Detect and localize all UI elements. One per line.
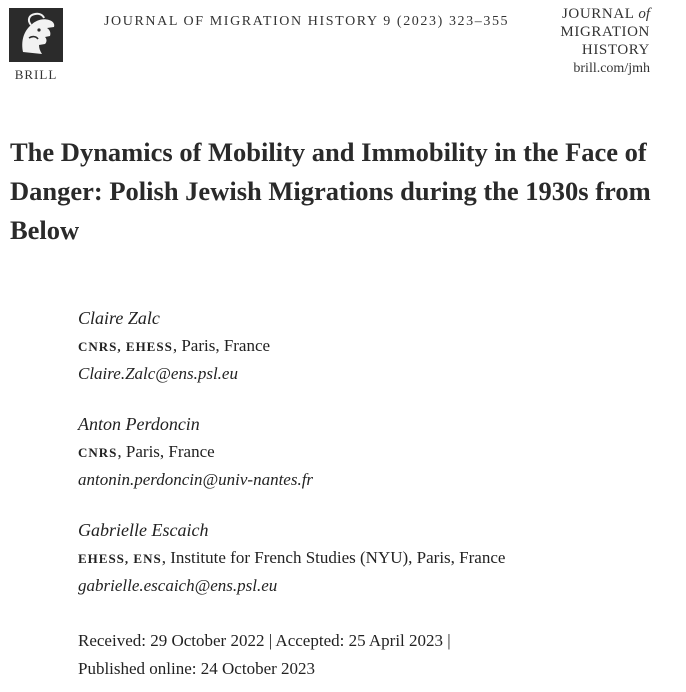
author-affiliation <box>78 438 668 466</box>
running-head: JOURNAL OF MIGRATION HISTORY 9 (2023) 323–355 <box>104 14 510 29</box>
dates-received-accepted: Received: 29 October 2022 | Accepted: 25 April 2023 | <box>78 631 451 650</box>
author-name: Gabrielle Escaich <box>78 520 209 540</box>
affiliation-location: , Institute for French Studies (NYU), Paris, France <box>161 548 506 567</box>
author-list <box>78 305 668 623</box>
journal-brand-word-of: of <box>638 6 650 22</box>
author-block <box>78 305 668 387</box>
affiliation-institutions: EHESS, ENS <box>78 551 162 566</box>
journal-brand-line3: HISTORY <box>581 42 650 58</box>
author-affiliation <box>78 332 668 360</box>
journal-brand-word-journal: JOURNAL <box>561 6 634 22</box>
author-name: Anton Perdoncin <box>78 414 200 434</box>
author-name: Claire Zalc <box>78 308 160 328</box>
journal-brand-line1 <box>560 5 650 23</box>
brill-logo <box>9 8 63 83</box>
author-block <box>78 517 668 599</box>
journal-brand-line2: MIGRATION <box>560 24 650 40</box>
athena-head-icon <box>9 8 63 62</box>
affiliation-location: , Paris, France <box>117 442 215 461</box>
publication-dates <box>78 627 451 683</box>
article-title: The Dynamics of Mobility and Immobility in the Face of Danger: Polish Jewish Migrations during the 1930s from Below <box>10 137 651 245</box>
affiliation-institutions: CNRS <box>78 445 118 460</box>
journal-url-link[interactable]: brill.com/jmh <box>573 61 650 76</box>
author-affiliation <box>78 544 668 572</box>
publisher-name: BRILL <box>14 67 58 82</box>
journal-brand <box>560 5 650 78</box>
dates-published-online: Published online: 24 October 2023 <box>78 659 316 678</box>
author-email-link[interactable]: antonin.perdoncin@univ-nantes.fr <box>78 470 314 489</box>
affiliation-location: , Paris, France <box>172 336 271 355</box>
author-block <box>78 411 668 493</box>
author-email-link[interactable]: Claire.Zalc@ens.psl.eu <box>78 364 238 383</box>
author-email-link[interactable]: gabrielle.escaich@ens.psl.eu <box>78 576 278 595</box>
affiliation-institutions: CNRS, EHESS <box>78 339 173 354</box>
